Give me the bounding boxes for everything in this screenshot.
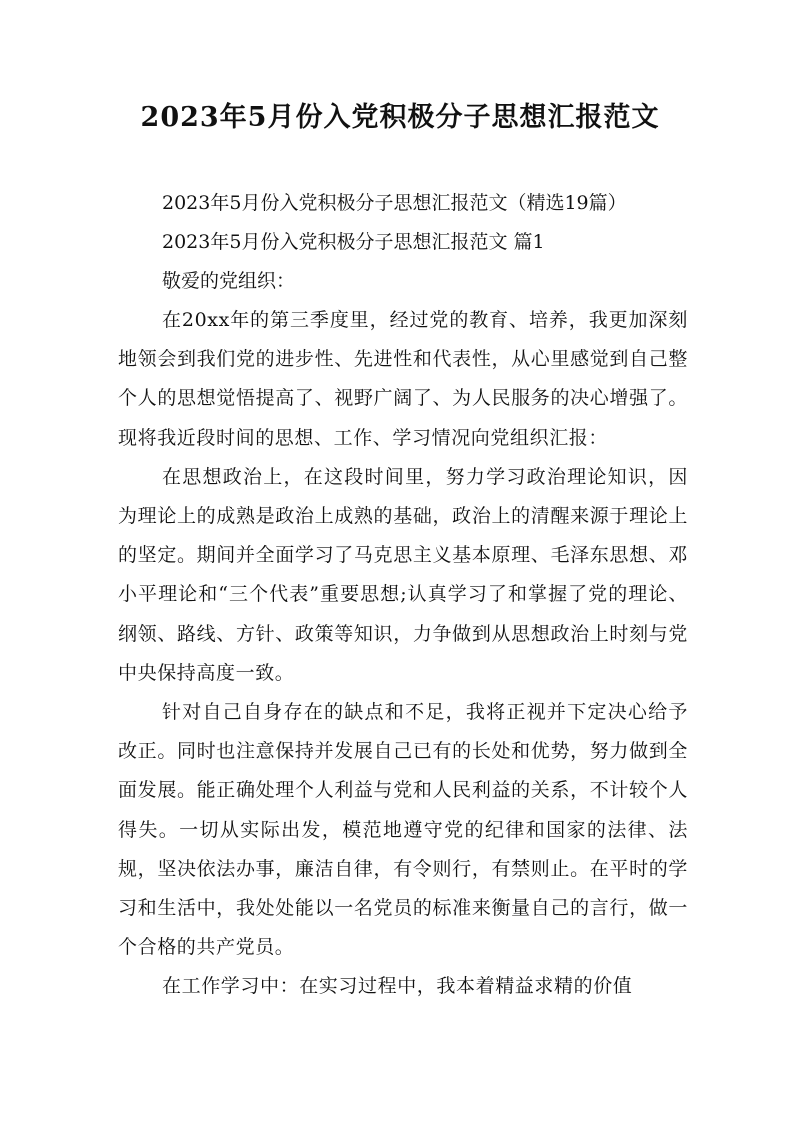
paragraph-1: 在20xx年的第三季度里，经过党的教育、培养，我更加深刻地领会到我们党的进步性、先进性和代表性，从心里感觉到自己整个人的思想觉悟提高了、视野广阔了、为人民服务的决心增强了。现将我近段时间的思想、工作、学习情况向党组织汇报： bbox=[118, 309, 688, 449]
document-body bbox=[118, 184, 688, 1007]
paragraph-2: 在思想政治上，在这段时间里，努力学习政治理论知识，因为理论上的成熟是政治上成熟的基础，政治上的清醒来源于理论上的坚定。期间并全面学习了马克思主义基本原理、毛泽东思想、邓小平理论和“三个代表”重要思想;认真学习了和掌握了党的理论、纲领、路线、方针、政策等知识，力争做到从思想政治上时刻与党中央保持高度一致。 bbox=[118, 465, 688, 684]
document-title: 2023年5月份入党积极分子思想汇报范文 bbox=[140, 102, 660, 133]
salutation: 敬爱的党组织： bbox=[162, 270, 296, 292]
paragraph-3: 针对自己自身存在的缺点和不足，我将正视并下定决心给予改正。同时也注意保持并发展自己已有的长处和优势，努力做到全面发展。能正确处理个人利益与党和人民利益的关系，不计较个人得失。一切从实际出发，模范地遵守党的纪律和国家的法律、法规，坚决依法办事，廉洁自律，有令则行，有禁则止。在平时的学习和生活中，我处处能以一名党员的标准来衡量自己的言行，做一个合格的共产党员。 bbox=[118, 701, 688, 959]
document-subtitle: 2023年5月份入党积极分子思想汇报范文（精选19篇） bbox=[162, 192, 627, 214]
section-heading: 2023年5月份入党积极分子思想汇报范文 篇1 bbox=[162, 231, 545, 253]
paragraph-4: 在工作学习中：在实习过程中，我本着精益求精的价值 bbox=[162, 975, 633, 998]
